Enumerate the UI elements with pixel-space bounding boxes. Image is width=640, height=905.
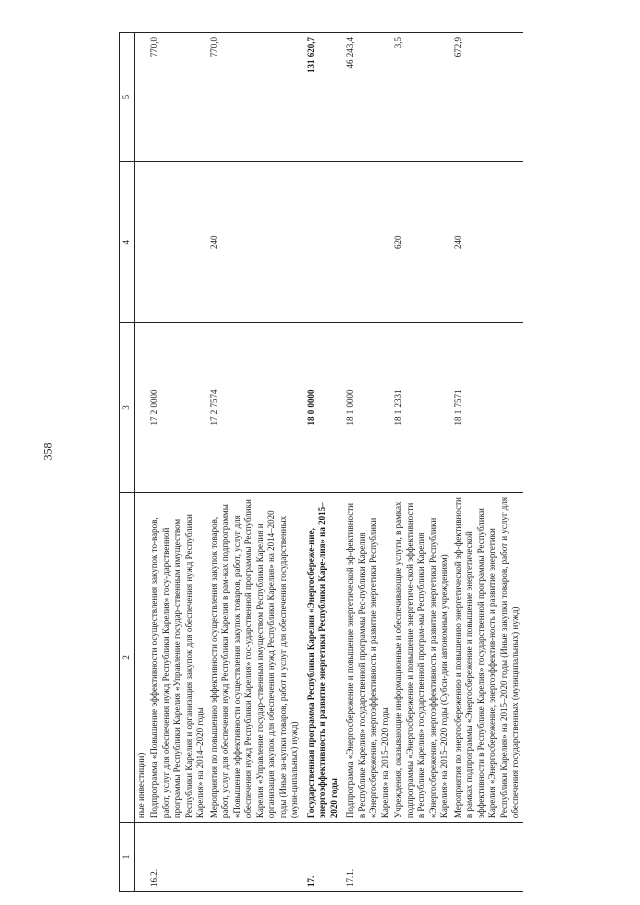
table-row [148,33,208,892]
row-type [148,162,208,323]
table-row [134,33,148,892]
row-code: 18 1 2331 [392,323,452,493]
row-code: 18 1 0000 [341,323,392,493]
row-description: Подпрограмма «Повышение эффективности осуществления закупок то-варов, работ, услуг для обеспечения нужд Республики Карелия» госу-дарственной программы Республики Карелия «Управление государ-ственным имуществом Республики Карелия и организация закупок для обеспечения нужд Республики Карелия» на 2014–2020 годы [148,492,208,822]
row-number: 17. [302,823,342,892]
row-number [392,823,452,892]
row-sum: 3,5 [392,33,452,162]
row-type: 620 [392,162,452,323]
row-sum: 131 620,7 [302,33,342,162]
table-row [452,33,523,892]
row-code: 17 2 7574 [208,323,302,493]
row-code: 18 0 0000 [302,323,342,493]
row-sum: 46 243,4 [341,33,392,162]
row-number [208,823,302,892]
row-description: Государственная программа Республики Карелия «Энергосбереже-ние, энергоэффективность и развитие энергетики Республики Каре-лия» на 2015–2020 годы [302,492,342,822]
row-sum: 770,0 [208,33,302,162]
page-number: 358 [40,442,55,461]
header-col-5: 5 [120,33,135,162]
row-number: 16.2. [148,823,208,892]
rotated-table-region [119,12,589,892]
row-type [302,162,342,323]
row-description: Мероприятия по энергосбережению и повышению энергетической эф-фективности в рамках подпрограммы «Энергосбережение и повышение энергетической эффективности в Республике Карелия» государственной программы Республики Карелия «Энергосбережение, энергоэффектив-ность и развитие энергетики Республики Карелия» на 2015–2020 годы (Иные закупки товаров, работ и услуг для обеспечения государственных (муниципальных) нужд) [452,492,523,822]
row-description: Мероприятия по повышению эффективности осуществления закупок товаров, работ, услуг для обеспечения нужд Республики Карелия в рам-ках подпрограммы «Повышение эффективности осуществления закупок товаров, работ, услуг для обеспечения нужд Республики Карелия» гос-ударственной программы Республики Карелия «Управление государ-ственным имуществом Республики Карелия и организация закупок для обеспечения нужд Республики Карелия» на 2014–2020 годы (Иные за-купки товаров, работ и услуг для обеспечения государственных (муни-ципальных) нужд) [208,492,302,822]
row-type: 240 [452,162,523,323]
row-sum: 672,9 [452,33,523,162]
header-col-3: 3 [120,323,135,493]
row-description: Учреждения, оказывающие информационные и обеспечивающие услуги, в рамках подпрограммы «Энергосбережение и повышение энергетиче-ской эффективности в Республике Карелия» государственной програм-мы Республики Карелия «Энергосбережение, энергоэффективность и развитие энергетики Республики Карелия» на 2015–2020 годы (Субси-дии автономным учреждениям) [392,492,452,822]
row-code: 17 2 0000 [148,323,208,493]
row-code: 18 1 7571 [452,323,523,493]
table-row [208,33,302,892]
header-col-2: 2 [120,492,135,822]
table-header-row [120,33,135,892]
table-row [341,33,392,892]
row-sum [134,33,148,162]
header-col-4: 4 [120,162,135,323]
budget-table [119,32,523,892]
row-type [134,162,148,323]
row-description: ные инвестиции) [134,492,148,822]
row-number [134,823,148,892]
row-code [134,323,148,493]
row-description: Подпрограмма «Энергосбережение и повышение энергетической эф-фективности в Республике Карелия» государственной программы Рес-публики Карелия «Энергосбережение, энергоэффективность и развитие энергетики Республики Карелия» на 2015–2020 годы [341,492,392,822]
row-type: 240 [208,162,302,323]
table-row [302,33,342,892]
row-sum: 770,0 [148,33,208,162]
row-number [452,823,523,892]
table-row [392,33,452,892]
header-col-1: 1 [120,823,135,892]
row-type [341,162,392,323]
row-number: 17.1. [341,823,392,892]
